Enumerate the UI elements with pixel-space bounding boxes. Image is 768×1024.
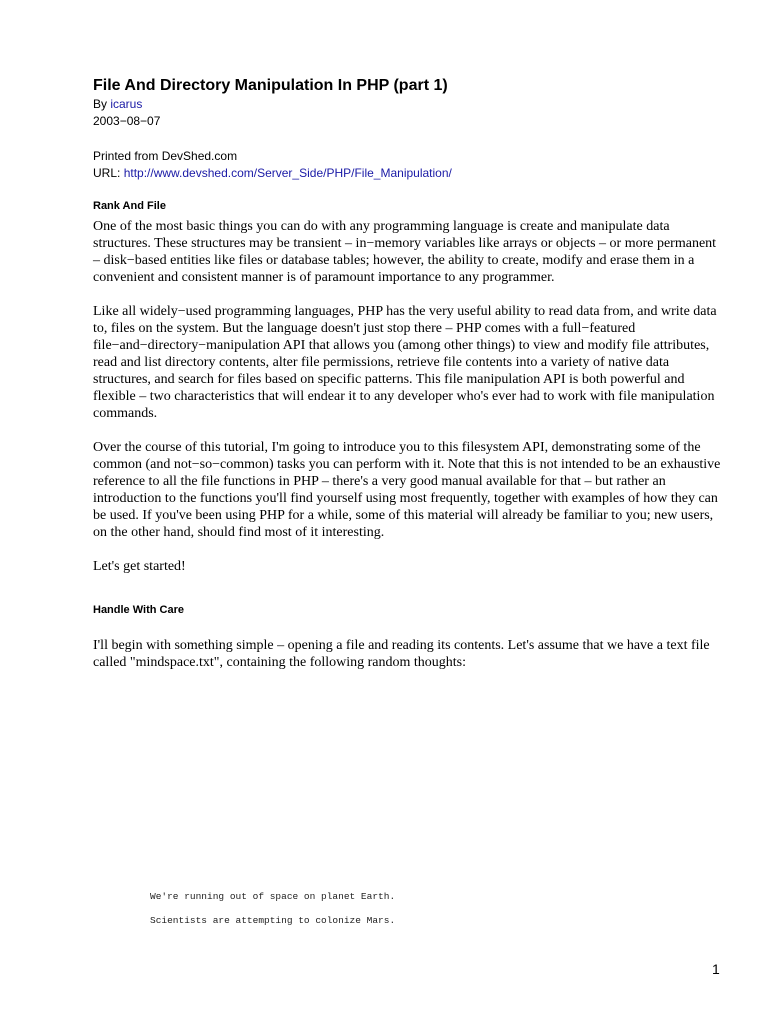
code-line: Scientists are attempting to colonize Mars.: [150, 915, 396, 926]
url-link[interactable]: http://www.devshed.com/Server_Side/PHP/File_Manipulation/: [123, 166, 452, 180]
spacer: [93, 130, 723, 148]
document-page: [93, 76, 723, 671]
url-line: [93, 165, 723, 182]
paragraph: One of the most basic things you can do with any programming language is create and manipulate data structures. These structures may be transient – in−memory variables like arrays or objects – or more permanent – disk−based entities like files or database tables; however, the ability to create, modify and erase them in a convenient and consistent manner is of paramount importance to any programmer.: [93, 219, 717, 285]
paragraph: Over the course of this tutorial, I'm going to introduce you to this filesystem API, demonstrating some of the common (and not−so−common) tasks you can perform with it. Note that this is not intended to be an exhaustive reference to all the file functions in PHP – there's a very good manual available for that – but rather an introduction to the functions you'll find yourself using most frequently, together with examples of how they can be used. If you've been using PHP for a while, some of this material will already be familiar to you; new users, on the other hand, should find most of it interesting.: [93, 440, 721, 540]
paragraph: Like all widely−used programming languages, PHP has the very useful ability to read data from, and write data to, files on the system. But the language doesn't just stop there – PHP comes with a full−featured file−and−directory−manipulation API that allows you (among other things) to view and modify file attributes, read and list directory contents, alter file permissions, retrieve file contents into a variety of native data structures, and search for files based on specific patterns. This file manipulation API is both powerful and flexible – two characteristics that will endear it to any developer who's ever had to work with file manipulation commands.: [93, 304, 717, 421]
paragraph: I'll begin with something simple – opening a file and reading its contents. Let's assume that we have a text file called "mindspace.txt", containing the following random thoughts:: [93, 638, 710, 670]
page-number: 1: [712, 961, 720, 977]
byline: [93, 96, 723, 113]
url-label: URL:: [93, 166, 124, 180]
paragraph: Let's get started!: [93, 559, 186, 574]
by-label: By: [93, 97, 111, 111]
document-title: File And Directory Manipulation In PHP (part 1): [93, 77, 448, 94]
code-line: We're running out of space on planet Earth.: [150, 891, 396, 902]
section-heading-handle-with-care: Handle With Care: [93, 604, 184, 616]
printed-from: Printed from DevShed.com: [93, 149, 238, 163]
section-heading-rank-and-file: Rank And File: [93, 200, 166, 212]
author-link[interactable]: icarus: [110, 97, 143, 111]
publish-date: 2003−08−07: [93, 114, 161, 128]
